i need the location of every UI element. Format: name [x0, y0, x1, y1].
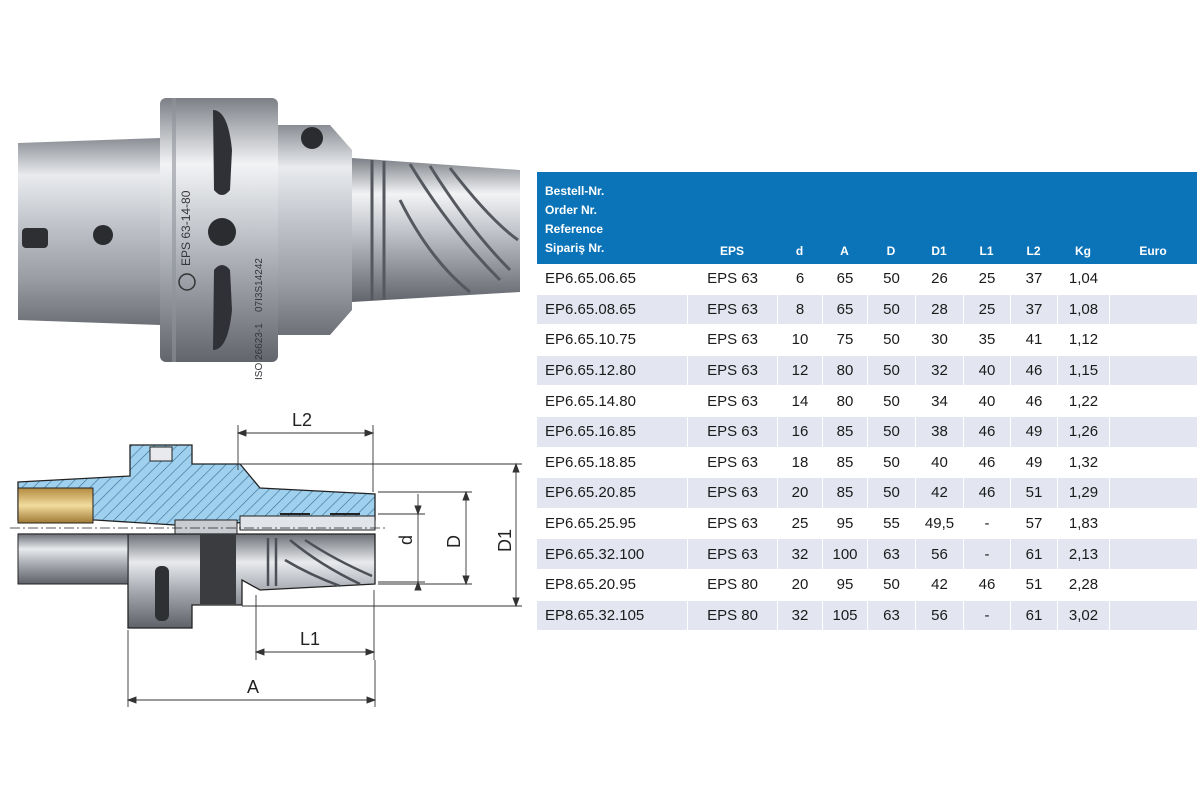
table-row	[537, 356, 1197, 387]
spec-table	[537, 172, 1197, 631]
table-row	[537, 295, 1197, 326]
cell-ref: EP6.65.32.100	[537, 539, 687, 570]
header-a: A	[822, 172, 867, 264]
cell-l1: 25	[963, 264, 1010, 295]
table-row	[537, 386, 1197, 417]
cell-kg: 2,13	[1057, 539, 1109, 570]
cell-euro	[1109, 601, 1197, 632]
cell-l2: 49	[1010, 448, 1057, 479]
header-kg: Kg	[1057, 172, 1109, 264]
cell-d1: 49,5	[915, 509, 963, 540]
cell-euro	[1109, 448, 1197, 479]
cell-l2: 61	[1010, 601, 1057, 632]
table-row	[537, 448, 1197, 479]
cell-eps: EPS 63	[687, 509, 777, 540]
cell-ref: EP6.65.08.65	[537, 295, 687, 326]
cell-d: 6	[777, 264, 822, 295]
cell-l1: 46	[963, 478, 1010, 509]
cell-ref: EP6.65.06.65	[537, 264, 687, 295]
cell-kg: 2,28	[1057, 570, 1109, 601]
cell-a: 100	[822, 539, 867, 570]
cell-kg: 1,26	[1057, 417, 1109, 448]
tool-holder-photo	[0, 80, 540, 380]
cell-d: 16	[777, 417, 822, 448]
cell-a: 65	[822, 295, 867, 326]
cell-euro	[1109, 570, 1197, 601]
cell-d1: 26	[915, 264, 963, 295]
cell-l1: -	[963, 509, 1010, 540]
cell-ref: EP6.65.14.80	[537, 386, 687, 417]
header-d: d	[777, 172, 822, 264]
cell-d1: 42	[915, 478, 963, 509]
table-row	[537, 539, 1197, 570]
cell-euro	[1109, 509, 1197, 540]
cell-a: 95	[822, 509, 867, 540]
engraving-serial: 07I3S14242	[254, 258, 265, 312]
label-A: A	[247, 677, 260, 697]
clamping-nose	[352, 158, 520, 302]
cell-euro	[1109, 539, 1197, 570]
label-D1: D1	[495, 528, 515, 552]
cell-a: 75	[822, 325, 867, 356]
engraving-model: EPS 63-14-80	[179, 190, 193, 266]
cell-ref: EP6.65.12.80	[537, 356, 687, 387]
header-euro: Euro	[1109, 172, 1197, 264]
table-row	[537, 601, 1197, 632]
cell-ref: EP6.65.20.85	[537, 478, 687, 509]
table-row	[537, 325, 1197, 356]
cell-l2: 37	[1010, 295, 1057, 326]
cell-d: 25	[777, 509, 822, 540]
cell-d: 32	[777, 539, 822, 570]
cell-a: 85	[822, 448, 867, 479]
cell-eps: EPS 63	[687, 264, 777, 295]
cell-l1: -	[963, 539, 1010, 570]
cell-d: 32	[777, 601, 822, 632]
cell-D: 55	[867, 509, 915, 540]
cell-ref: EP6.65.18.85	[537, 448, 687, 479]
cell-l2: 51	[1010, 570, 1057, 601]
cell-D: 50	[867, 386, 915, 417]
header-eps: EPS	[687, 172, 777, 264]
cell-eps: EPS 63	[687, 539, 777, 570]
cell-d1: 28	[915, 295, 963, 326]
cell-d: 20	[777, 570, 822, 601]
cell-l1: 40	[963, 386, 1010, 417]
cell-euro	[1109, 325, 1197, 356]
table-row	[537, 417, 1197, 448]
cell-d: 18	[777, 448, 822, 479]
cell-d1: 34	[915, 386, 963, 417]
cell-d1: 56	[915, 601, 963, 632]
cell-kg: 1,83	[1057, 509, 1109, 540]
dim-L2	[238, 425, 373, 492]
cell-D: 50	[867, 356, 915, 387]
cell-kg: 1,08	[1057, 295, 1109, 326]
dim-L1	[256, 590, 374, 660]
cell-D: 63	[867, 539, 915, 570]
cell-l2: 41	[1010, 325, 1057, 356]
cell-eps: EPS 63	[687, 325, 777, 356]
cell-d: 10	[777, 325, 822, 356]
cell-euro	[1109, 295, 1197, 326]
cell-l1: 40	[963, 356, 1010, 387]
header-D: D	[867, 172, 915, 264]
cell-ref: EP6.65.25.95	[537, 509, 687, 540]
cell-d1: 38	[915, 417, 963, 448]
cell-a: 95	[822, 570, 867, 601]
cell-d1: 42	[915, 570, 963, 601]
header-d1: D1	[915, 172, 963, 264]
cell-l1: 25	[963, 295, 1010, 326]
cell-kg: 1,04	[1057, 264, 1109, 295]
cell-l1: -	[963, 601, 1010, 632]
cell-euro	[1109, 356, 1197, 387]
label-D: D	[444, 535, 464, 548]
cell-a: 65	[822, 264, 867, 295]
cell-euro	[1109, 478, 1197, 509]
cell-d1: 56	[915, 539, 963, 570]
cell-ref: EP8.65.32.105	[537, 601, 687, 632]
cell-eps: EPS 80	[687, 601, 777, 632]
cell-D: 50	[867, 478, 915, 509]
cell-l1: 35	[963, 325, 1010, 356]
cell-a: 85	[822, 478, 867, 509]
cell-d: 12	[777, 356, 822, 387]
cell-d1: 40	[915, 448, 963, 479]
technical-drawing	[0, 400, 540, 720]
cell-kg: 1,15	[1057, 356, 1109, 387]
cell-eps: EPS 63	[687, 448, 777, 479]
cell-D: 50	[867, 417, 915, 448]
cell-kg: 3,02	[1057, 601, 1109, 632]
cell-eps: EPS 63	[687, 478, 777, 509]
table-row	[537, 264, 1197, 295]
cell-D: 50	[867, 295, 915, 326]
cell-ref: EP8.65.20.95	[537, 570, 687, 601]
cell-d1: 30	[915, 325, 963, 356]
header-l1: L1	[963, 172, 1010, 264]
collar	[278, 125, 352, 335]
cell-ref: EP6.65.10.75	[537, 325, 687, 356]
engraving-standard: ISO 26623-1	[254, 323, 265, 380]
cell-d: 8	[777, 295, 822, 326]
header-reference: Bestell-Nr. Order Nr. Reference Sipariş Nr.	[537, 172, 687, 264]
cell-l2: 46	[1010, 386, 1057, 417]
cell-l2: 37	[1010, 264, 1057, 295]
cell-l1: 46	[963, 417, 1010, 448]
cell-l2: 49	[1010, 417, 1057, 448]
cell-ref: EP6.65.16.85	[537, 417, 687, 448]
label-d: d	[396, 534, 416, 545]
header-l2: L2	[1010, 172, 1057, 264]
cell-d: 14	[777, 386, 822, 417]
cell-eps: EPS 63	[687, 356, 777, 387]
cell-D: 63	[867, 601, 915, 632]
cell-a: 85	[822, 417, 867, 448]
table-header-row	[537, 172, 1197, 264]
cell-a: 105	[822, 601, 867, 632]
cell-kg: 1,22	[1057, 386, 1109, 417]
table-row	[537, 509, 1197, 540]
cell-l2: 46	[1010, 356, 1057, 387]
cell-eps: EPS 63	[687, 417, 777, 448]
cell-D: 50	[867, 325, 915, 356]
cell-kg: 1,32	[1057, 448, 1109, 479]
cell-l1: 46	[963, 448, 1010, 479]
cell-kg: 1,29	[1057, 478, 1109, 509]
cell-euro	[1109, 264, 1197, 295]
cell-D: 50	[867, 448, 915, 479]
cell-d: 20	[777, 478, 822, 509]
cell-a: 80	[822, 386, 867, 417]
cell-euro	[1109, 386, 1197, 417]
cell-a: 80	[822, 356, 867, 387]
cell-l2: 57	[1010, 509, 1057, 540]
cell-D: 50	[867, 264, 915, 295]
cell-D: 50	[867, 570, 915, 601]
cell-eps: EPS 80	[687, 570, 777, 601]
cell-eps: EPS 63	[687, 295, 777, 326]
label-L2: L2	[292, 410, 313, 430]
cell-l1: 46	[963, 570, 1010, 601]
label-L1: L1	[300, 629, 321, 649]
table-row	[537, 478, 1197, 509]
cell-euro	[1109, 417, 1197, 448]
cell-d1: 32	[915, 356, 963, 387]
cell-kg: 1,12	[1057, 325, 1109, 356]
cell-eps: EPS 63	[687, 386, 777, 417]
cell-l2: 61	[1010, 539, 1057, 570]
cell-l2: 51	[1010, 478, 1057, 509]
table-row	[537, 570, 1197, 601]
table-body	[537, 264, 1197, 631]
